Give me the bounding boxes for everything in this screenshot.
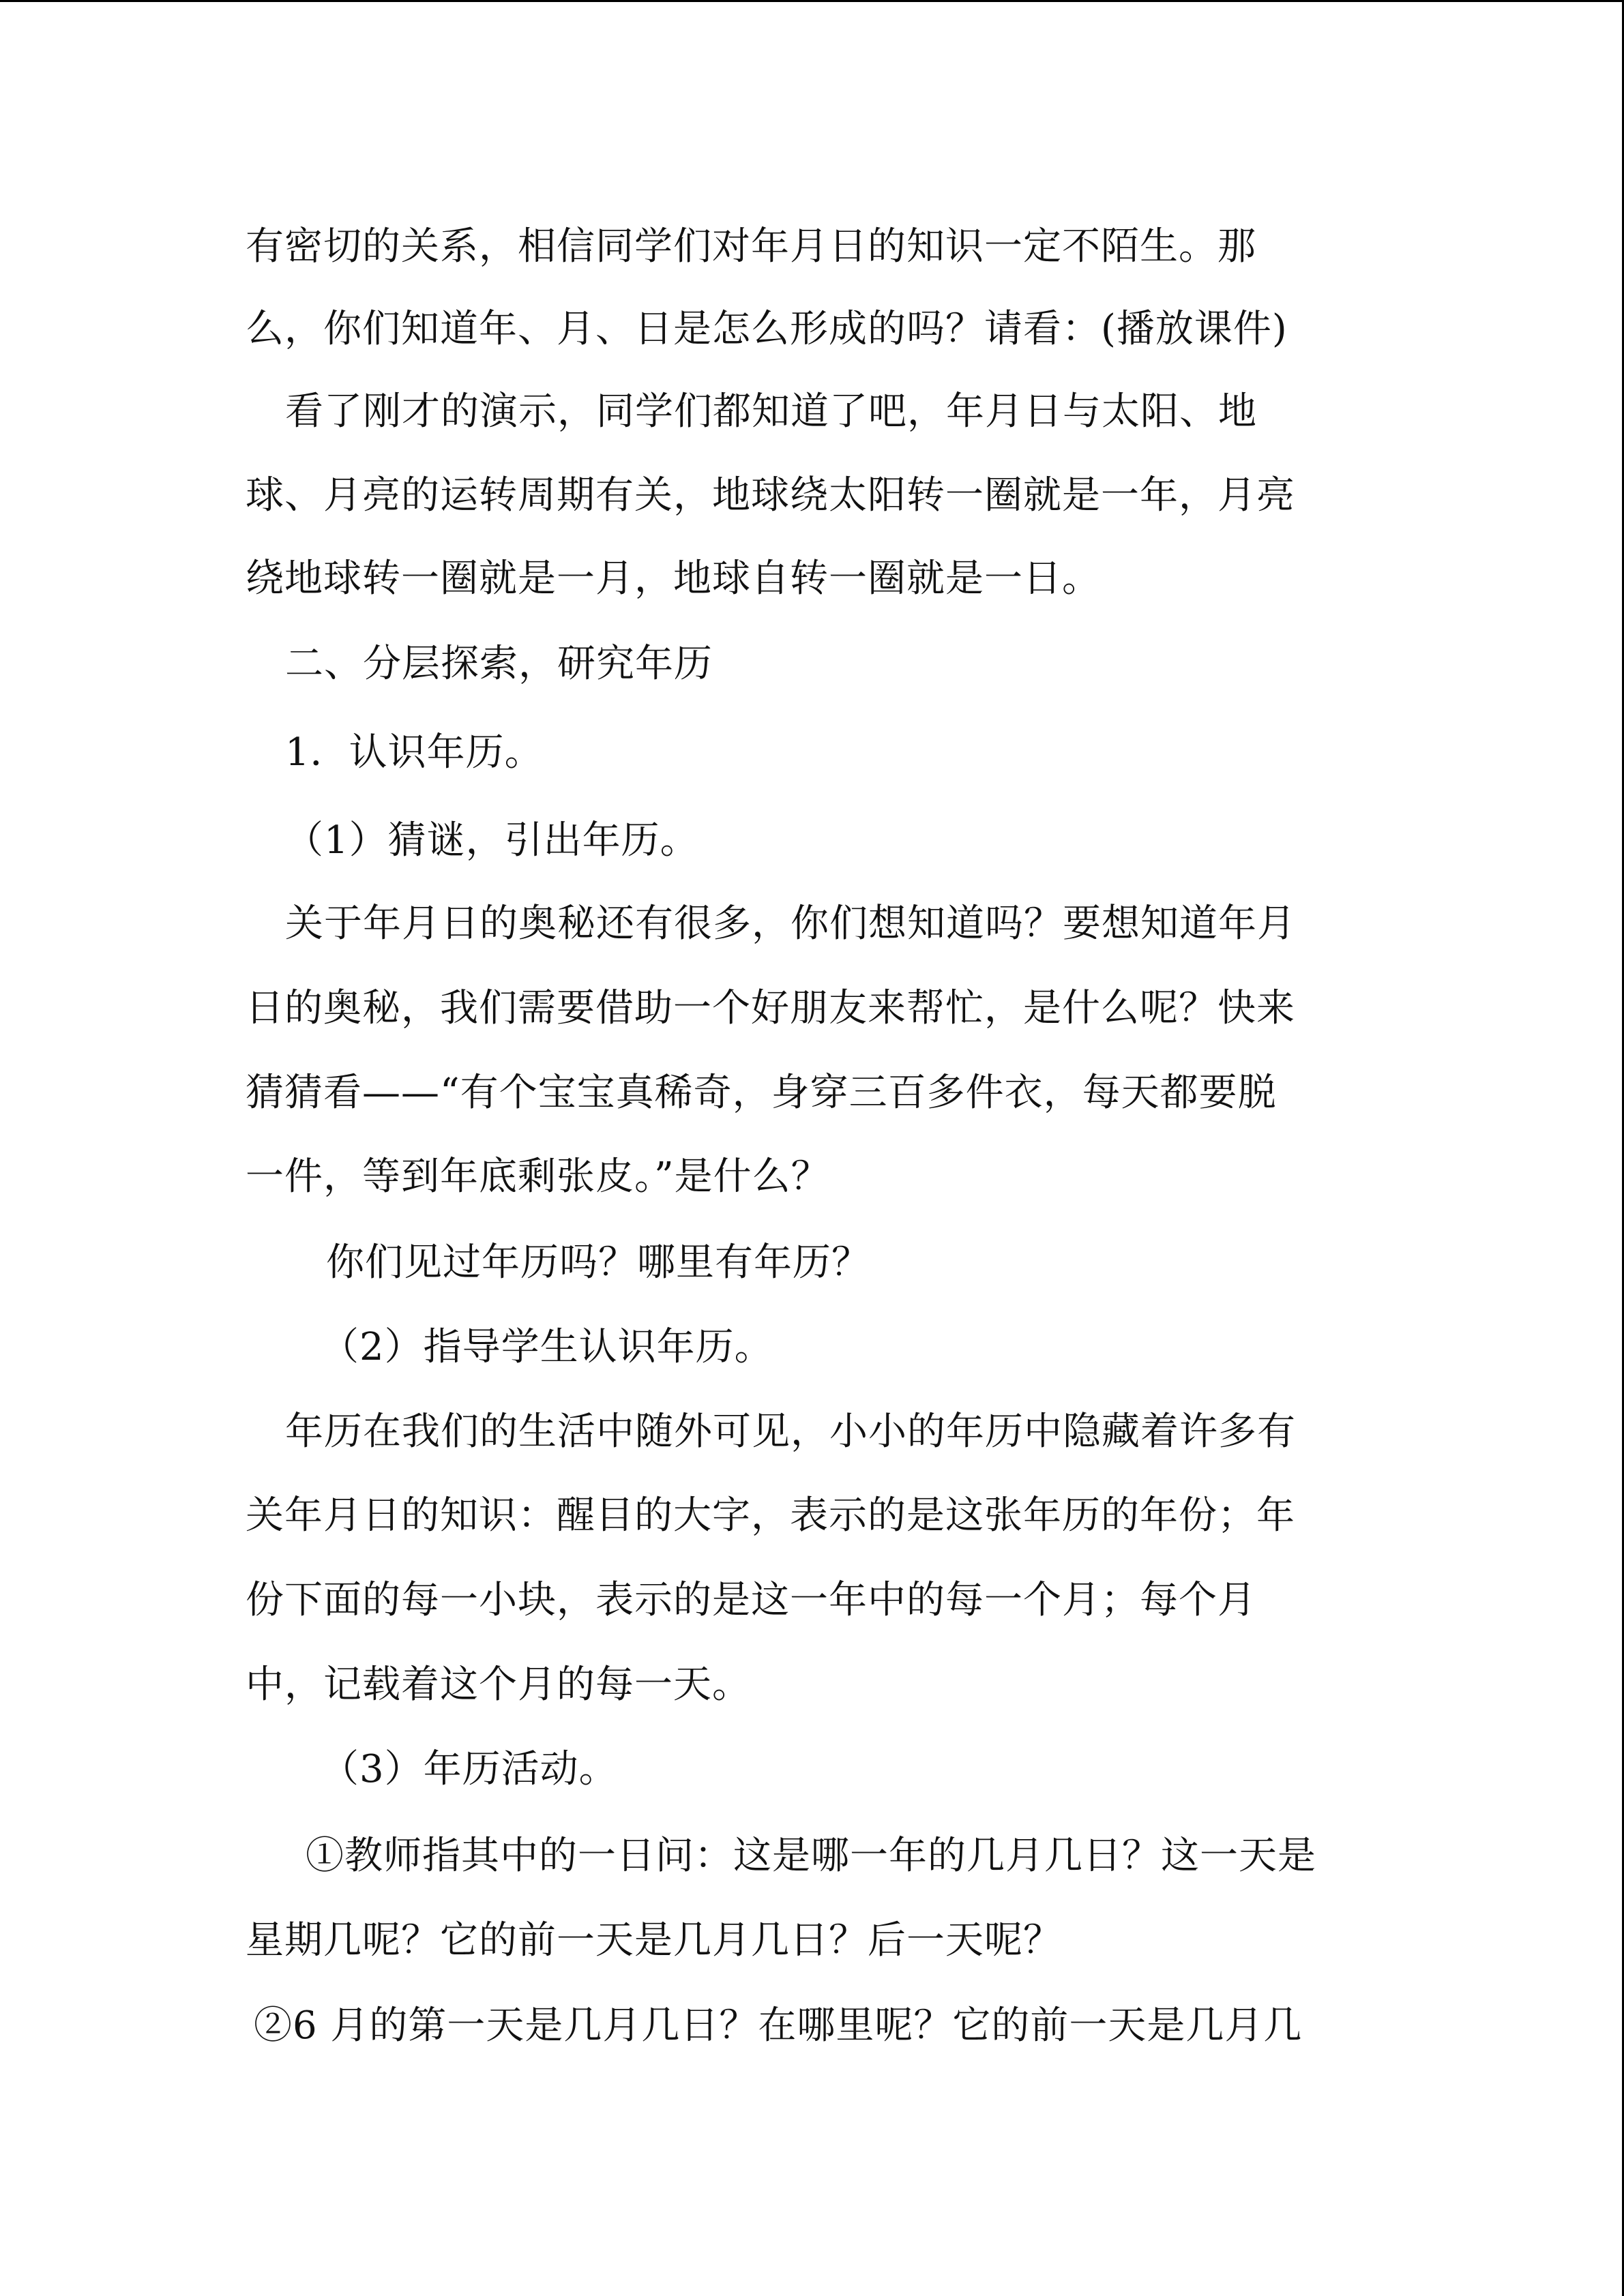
section-heading: 二、分层探索，研究年历: [285, 642, 713, 686]
text-line: ②6 月的第一天是几月几日？在哪里呢？它的前一天是几月几: [254, 2003, 1303, 2048]
text-line: 猜猜看——“有个宝宝真稀奇，身穿三百多件衣，每天都要脱: [246, 1071, 1277, 1115]
text-line: 中，记载着这个月的每一天。: [246, 1663, 751, 1707]
text-line: 你们见过年历吗？哪里有年历？: [326, 1240, 870, 1285]
text-line: ①教师指其中的一日问：这是哪一年的几月几日？这一天是: [306, 1834, 1316, 1878]
text-line: 关于年月日的奥秘还有很多，你们想知道吗？要想知道年月: [285, 901, 1296, 946]
subsection-heading: 1．认识年历。: [285, 730, 544, 775]
text-line: 一件，等到年底剩张皮。”是什么？: [246, 1154, 830, 1199]
text-line: 日的奥秘，我们需要借助一个好朋友来帮忙，是什么呢？快来: [246, 986, 1295, 1030]
text-line: 绕地球转一圈就是一月，地球自转一圈就是一日。: [246, 556, 1101, 601]
text-line: 看了刚才的演示，同学们都知道了吧，年月日与太阳、地: [285, 389, 1257, 434]
step-heading: （3）年历活动。: [321, 1747, 618, 1791]
step-heading: （2）指导学生认识年历。: [321, 1325, 773, 1369]
text-line: 份下面的每一小块，表示的是这一年中的每一个月；每个月: [246, 1578, 1256, 1622]
text-line: 星期几呢？它的前一天是几月几日？后一天呢？: [246, 1918, 1062, 1963]
text-line: 球、月亮的运转周期有关，地球绕太阳转一圈就是一年，月亮: [246, 473, 1295, 518]
text-line: 关年月日的知识：醒目的大字，表示的是这张年历的年份；年: [246, 1493, 1295, 1538]
text-line: 么，你们知道年、月、日是怎么形成的吗？请看：(播放课件): [246, 307, 1288, 351]
text-line: 有密切的关系，相信同学们对年月日的知识一定不陌生。那: [246, 224, 1256, 269]
step-heading: （1）猜谜，引出年历。: [285, 818, 699, 863]
text-line: 年历在我们的生活中随外可见，小小的年历中隐藏着许多有: [285, 1410, 1296, 1454]
